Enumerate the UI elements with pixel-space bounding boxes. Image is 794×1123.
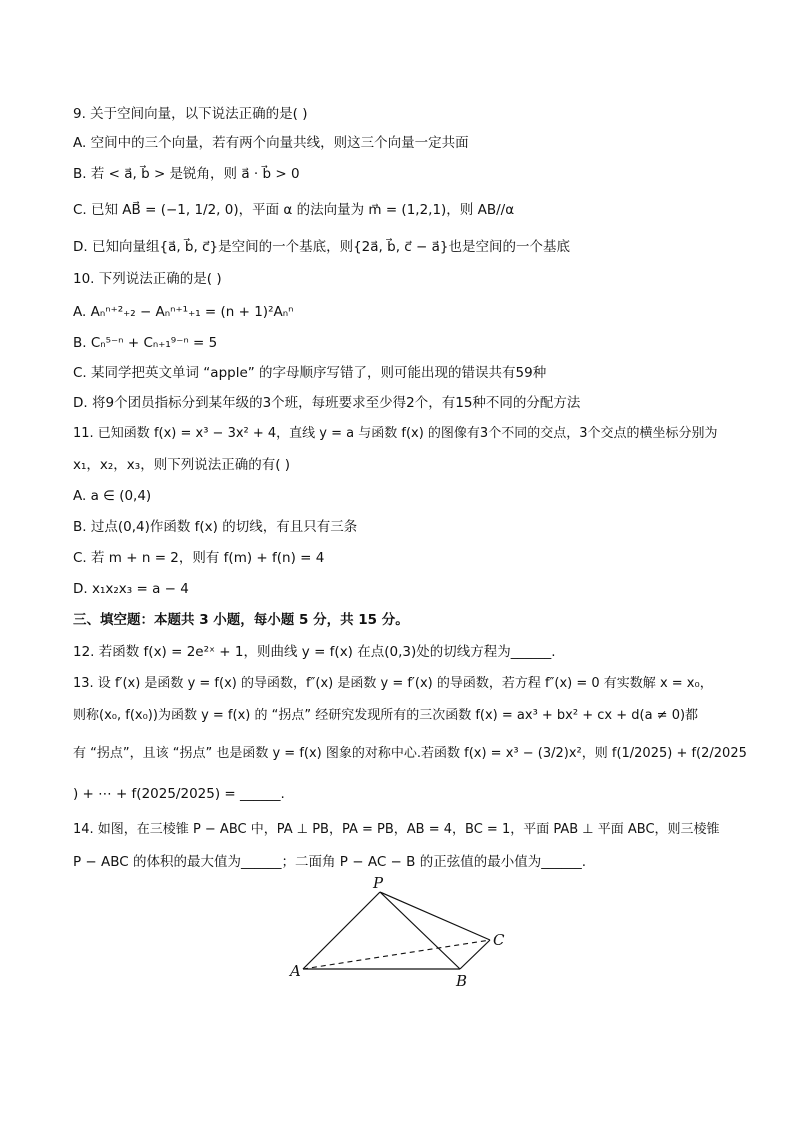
question-10-stem: 10. 下列说法正确的是( ): [73, 271, 222, 287]
question-9-option-b: B. 若 < a⃗, b⃗ > 是锐角，则 a⃗ · b⃗ > 0: [73, 166, 300, 182]
question-13-line-3: 有 “拐点”，且该 “拐点” 也是函数 y = f(x) 图象的对称中心.若函数 f(x) = x³ − (3/2)x²，则 f(1/2025) + f(2/2025: [73, 746, 747, 761]
edge-ap: [303, 892, 380, 969]
edge-ac-hidden: [303, 940, 490, 969]
question-14-line-2: P − ABC 的体积的最大值为______；二面角 P − AC − B 的正弦值的最小值为______.: [73, 854, 586, 870]
question-14-line-1: 14. 如图，在三棱锥 P − ABC 中，PA ⊥ PB，PA = PB，AB = 4，BC = 1，平面 PAB ⊥ 平面 ABC，则三棱锥: [73, 822, 720, 837]
edge-pb: [380, 892, 460, 969]
question-12: 12. 若函数 f(x) = 2e²ˣ + 1，则曲线 y = f(x) 在点(0,3)处的切线方程为______.: [73, 644, 556, 660]
pyramid-figure: [285, 872, 525, 997]
question-11-option-c: C. 若 m + n = 2，则有 f(m) + f(n) = 4: [73, 550, 325, 566]
question-11-option-b: B. 过点(0,4)作函数 f(x) 的切线，有且只有三条: [73, 519, 358, 535]
question-13-line-1: 13. 设 f′(x) 是函数 y = f(x) 的导函数，f″(x) 是函数 y = f′(x) 的导函数，若方程 f″(x) = 0 有实数解 x = x₀，: [73, 676, 713, 691]
question-10-option-c: C. 某同学把英文单词 “apple” 的字母顺序写错了，则可能出现的错误共有59种: [73, 365, 547, 381]
vertex-label-b: B: [456, 972, 468, 990]
question-9-option-d: D. 已知向量组{a⃗, b⃗, c⃗}是空间的一个基底，则{2a⃗, b⃗, c⃗ − a⃗}也是空间的一个基底: [73, 239, 570, 255]
question-11-stem-line-2: x₁，x₂，x₃，则下列说法正确的有( ): [73, 457, 291, 473]
pyramid-diagram: [285, 872, 525, 997]
question-11-option-d: D. x₁x₂x₃ = a − 4: [73, 581, 189, 597]
section-heading-fill-in: 三、填空题：本题共 3 小题，每小题 5 分，共 15 分。: [73, 612, 409, 628]
edge-pc: [380, 892, 490, 940]
question-11-stem-line-1: 11. 已知函数 f(x) = x³ − 3x² + 4，直线 y = a 与函数 f(x) 的图像有3个不同的交点，3个交点的横坐标分别为: [73, 426, 718, 441]
vertex-label-c: C: [493, 931, 505, 949]
vertex-label-a: A: [290, 962, 301, 980]
question-10-option-a: A. Aₙⁿ⁺²₊₂ − Aₙⁿ⁺¹₊₁ = (n + 1)²Aₙⁿ: [73, 304, 294, 320]
question-11-option-a: A. a ∈ (0,4): [73, 488, 152, 504]
question-9-option-c: C. 已知 AB⃗ = (−1, 1/2, 0)，平面 α 的法向量为 m⃗ = (1,2,1)，则 AB//α: [73, 202, 515, 218]
question-10-option-b: B. Cₙ⁵⁻ⁿ + Cₙ₊₁⁹⁻ⁿ = 5: [73, 335, 218, 351]
question-9-option-a: A. 空间中的三个向量，若有两个向量共线，则这三个向量一定共面: [73, 135, 469, 151]
question-10-option-d: D. 将9个团员指标分到某年级的3个班，每班要求至少得2个，有15种不同的分配方法: [73, 395, 581, 411]
question-9-stem: 9. 关于空间向量，以下说法正确的是( ): [73, 106, 308, 122]
vertex-label-p: P: [373, 874, 384, 892]
question-13-line-2: 则称(x₀, f(x₀))为函数 y = f(x) 的 “拐点” 经研究发现所有的三次函数 f(x) = ax³ + bx² + cx + d(a ≠ 0)都: [73, 708, 699, 723]
question-13-line-4: ) + ⋯ + f(2025/2025) = ______.: [73, 786, 285, 802]
